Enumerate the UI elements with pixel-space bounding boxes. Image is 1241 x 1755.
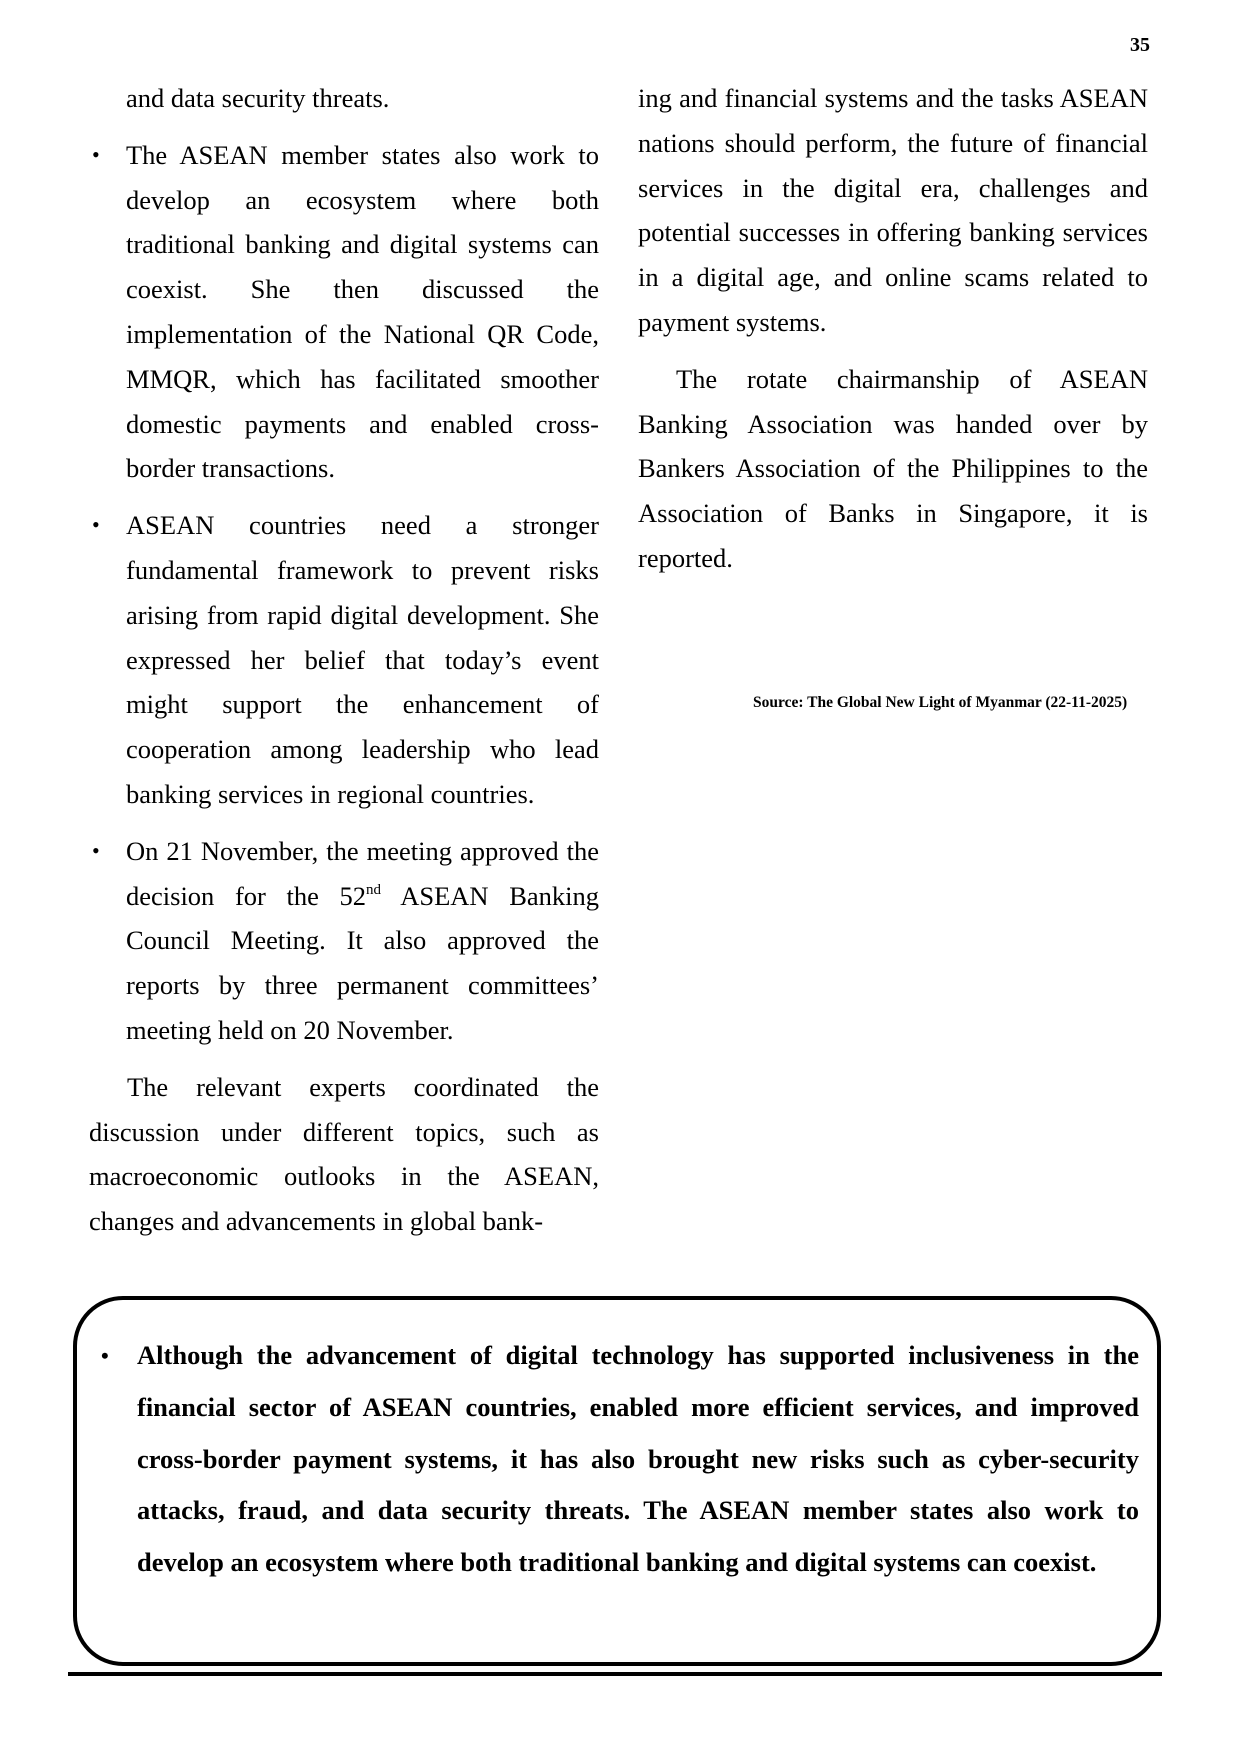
ordinal-suffix: nd <box>366 881 382 898</box>
summary-box <box>73 1296 1161 1666</box>
bullet-icon: • <box>92 141 100 167</box>
bullet-icon: • <box>101 1343 109 1368</box>
horizontal-rule <box>68 1672 1162 1676</box>
bullet-item <box>89 829 599 1053</box>
right-column <box>638 76 1148 581</box>
bullet-text: ASEAN countries need a stronger fundamental framework to prevent risks arising from rapid digital development. She expressed her belief that today’s event might support the enhancement of cooperation among leadership who lead banking services in regional countries. <box>126 510 599 809</box>
bullet-text <box>126 836 599 1045</box>
bullet-text: The ASEAN member states also work to develop an ecosystem where both traditional banking and digital systems can coexist. She then discussed the implementation of the National QR Code, MMQR, which has facilitated smoother domestic payments and enabled cross-border transactions. <box>126 139 599 484</box>
page-number: 35 <box>1130 34 1150 56</box>
source-citation: Source: The Global New Light of Myanmar (22-11-2025) <box>753 694 1128 711</box>
bullet-item <box>89 503 599 817</box>
bullet-text-part: ASEAN Banking Council Meeting. It also approved the reports by three permanent committees’ meeting held on 20 November. <box>126 880 599 1045</box>
bullet-icon: • <box>92 837 100 863</box>
continuation-text: and data security threats. <box>126 83 390 113</box>
bullet-item <box>89 133 599 491</box>
body-paragraph: The rotate chairmanship of ASEAN Banking Association was handed over by Bankers Association of the Philippines to the Association of Banks in Singapore, it is reported. <box>638 363 1148 573</box>
bullet-icon: • <box>92 512 100 538</box>
continuation-text: ing and financial systems and the tasks ASEAN nations should perform, the future of financial services in the digital era, challenges and potential successes in offering banking services in a digital age, and online scams related to payment systems. <box>638 83 1148 337</box>
body-paragraph: The relevant experts coordinated the discussion under different topics, such as macroeconomic outlooks in the ASEAN, changes and advancements in global bank- <box>89 1071 599 1237</box>
summary-text: Although the advancement of digital technology has supported inclusiveness in the financial sector of ASEAN countries, enabled more efficient services, and improved cross-border payment systems, it has also brought new risks such as cyber-security attacks, fraud, and data security threats. The ASEAN member states also work to develop an ecosystem where both traditional banking and digital systems can coexist. <box>137 1340 1139 1578</box>
bullet-text-part: On 21 November, the meeting approved the decision for the 52 <box>126 835 599 911</box>
left-column <box>89 76 599 1244</box>
